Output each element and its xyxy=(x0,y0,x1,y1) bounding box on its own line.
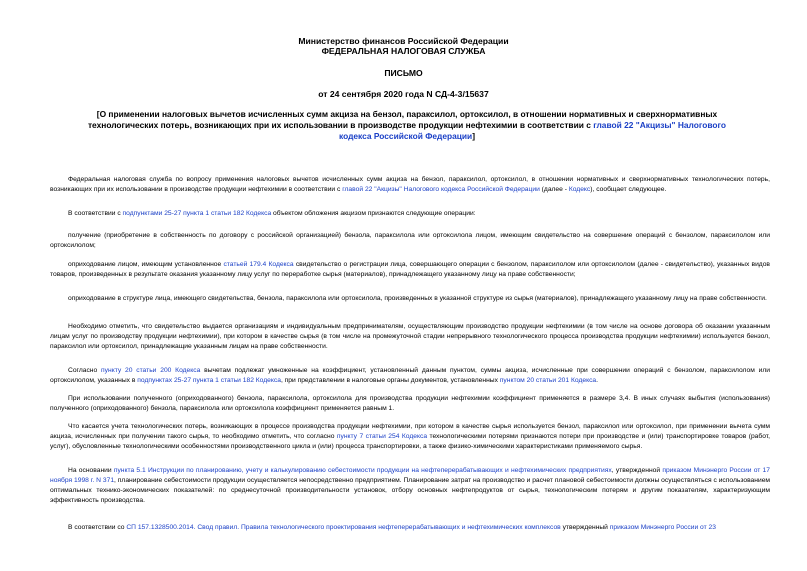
paragraph-7 xyxy=(50,366,770,386)
link-article-201-p20[interactable]: пунктом 20 статьи 201 Кодекса xyxy=(499,377,597,385)
link-sp-157[interactable]: СП 157.1328500.2014. Свод правил. Правила технологического проектирования нефтеперерабатывающих и нефтехимических комплексов xyxy=(126,524,561,531)
document-type: ПИСЬМО xyxy=(384,68,423,78)
paragraph-10 xyxy=(50,466,770,506)
text: технологическими потерями признаются потери при производстве и (или) транспортировке товаров (работ, услуг), обусловленные технологическими особенностями производственного цикла и (или) процесса транспортировки, а также физико-химическими характеристиками применяемого сырья. xyxy=(50,433,770,451)
paragraph-5 xyxy=(50,294,770,304)
text: получение (приобретение в собственность по договору с российской организацией) бензола, параксилола или ортоксилола лицом, имеющим свидетельство на совершение операций с бензолом, параксилолом или ортоксилолом; xyxy=(50,232,770,250)
link-subparagraphs-25-27[interactable]: подпунктах 25-27 пункта 1 статьи 182 Кодекса xyxy=(137,377,281,385)
link-subparagraphs-25-27[interactable]: подпунктами 25-27 пункта 1 статьи 182 Кодекса xyxy=(122,210,272,217)
link-chapter-22[interactable]: главой 22 "Акцизы" Налогового кодекса Российской Федерации xyxy=(342,186,540,194)
document-date-number: от 24 сентября 2020 года N СД-4-3/15637 xyxy=(318,89,489,99)
text: Федеральная налоговая служба по вопросу применения налоговых вычетов исчисленных сумм акциза на бензол, параксилол, ортоксилол, в отношении нормативных и сверхнормативных технологических потерь, возникающих при их использовании в производстве продукции нефтехимии в соответствии с xyxy=(50,176,770,194)
link-minenergo-order[interactable]: приказом Минэнерго России от 23 xyxy=(609,524,716,531)
link-order-371[interactable]: приказом Минэнерго России от 17 ноября 1998 г. N 371 xyxy=(50,467,770,485)
text: утвержденный xyxy=(560,524,610,531)
document-title xyxy=(80,109,734,142)
paragraph-4 xyxy=(50,260,770,280)
paragraph-2 xyxy=(50,209,770,219)
paragraph-9 xyxy=(50,422,770,452)
text: Что касается учета технологических потерь, возникающих в процессе производства продукции нефтехимии, при котором в качестве сырья используется бензол, параксилол или ортоксилол, при применении вычета сумм акциза, исчисленных при получении такого сырья, то необходимо отметить, что согласно xyxy=(50,423,770,441)
title-text-end: ] xyxy=(472,131,475,141)
text: (далее - xyxy=(539,186,569,194)
link-article-179-4[interactable]: статьей 179.4 Кодекса xyxy=(223,261,294,268)
title-link-chapter-22[interactable]: главой 22 "Акцизы" Налогового кодекса Российской Федерации xyxy=(338,120,727,141)
link-article-200-p20[interactable]: пункту 20 статьи 200 Кодекса xyxy=(101,367,201,374)
text: В соответствии со xyxy=(68,524,127,531)
text: . xyxy=(596,377,598,385)
text: , планирование себестоимости продукции осуществляется непосредственно предприятием. Планирование затрат на производство и расчет плановой себестоимости должны осуществляться с использованием оптимальных технико-экономических показателей: по среднесуточной производительности установок, отбору основных нефтепродуктов от сырья, технологическим потерям и другим показателям, характеризующим эффективность производства. xyxy=(50,477,771,505)
paragraph-6 xyxy=(50,322,770,352)
text: ), сообщает следующее. xyxy=(590,186,667,194)
paragraph-1 xyxy=(50,175,770,195)
text: В соответствии с xyxy=(68,210,123,217)
paragraph-3 xyxy=(50,231,770,251)
text: Необходимо отметить, что свидетельство выдается организациям и индивидуальным предпринимателям, осуществляющим производство продукции нефтехимии (в том числе на основе договора об оказании указанным лицам услуг по производству продукции нефтехимии), при котором в качестве сырья (в том числе на промежуточной стадии непрерывного технологического процесса производства продукции нефтехимии) используется бензол, параксилол или ортоксилол, принадлежащие указанным лицам на праве собственности. xyxy=(50,323,770,351)
text: свидетельство о регистрации лица, совершающего операции с бензолом, параксилолом или ортоксилолом (далее - свидетельство), указанных видов товаров, произведенных в результате оказания указанному лицу услуг по переработке сырья (материалов), принадлежащего указанному лицу на праве собственности; xyxy=(50,261,770,279)
text: вычетам подлежат умноженные на коэффициент, установленный данным пунктом, суммы акциза, исчисленные при совершении операций с бензолом, параксилолом или ортоксилолом, указанных в xyxy=(50,367,770,385)
text: , утвержденной xyxy=(611,467,663,474)
text: оприходование в структуре лица, имеющего свидетельства, бензола, параксилола или ортоксилола, произведенных в указанной структуре из сырья (материалов), принадлежащего указанному лицу на праве собственности. xyxy=(68,295,767,302)
title-text: [О применении налоговых вычетов исчисленных сумм акциза на бензол, параксилол, ортоксилол, в отношении нормативных и сверхнормативных технологических потерь, возникающих при их использовании в производстве продукции нефтехимии в соответствии с xyxy=(87,109,718,130)
text: На основании xyxy=(68,467,114,474)
text: оприходование лицом, имеющим установленное xyxy=(68,261,224,268)
text: Согласно xyxy=(68,367,102,374)
ministry-name: Министерство финансов Российской Федерации xyxy=(298,36,509,46)
text: объектом обложения акцизом признаются следующие операции: xyxy=(271,210,476,217)
link-instruction-p5-1[interactable]: пункта 5.1 Инструкции по планированию, учету и калькулированию себестоимости продукции на нефтеперерабатывающих и нефтехимических предприятиях xyxy=(113,467,612,474)
text: При использовании полученного (оприходованного) бензола, параксилола, ортоксилола для производства продукции нефтехимии коэффициент применяется в размере 3,4. В иных случаях выбытия (использования) полученного (оприходованного) бензола, параксилола или ортоксилола коэффициент применяется равным 1. xyxy=(50,395,770,413)
link-code[interactable]: Кодекс xyxy=(568,186,591,194)
paragraph-8 xyxy=(50,394,770,414)
service-name: ФЕДЕРАЛЬНАЯ НАЛОГОВАЯ СЛУЖБА xyxy=(321,46,486,56)
paragraph-11 xyxy=(50,523,770,533)
text: , при представлении в налоговые органы документов, установленных xyxy=(280,377,500,385)
link-article-254-p7[interactable]: пункту 7 статьи 254 Кодекса xyxy=(336,433,428,441)
